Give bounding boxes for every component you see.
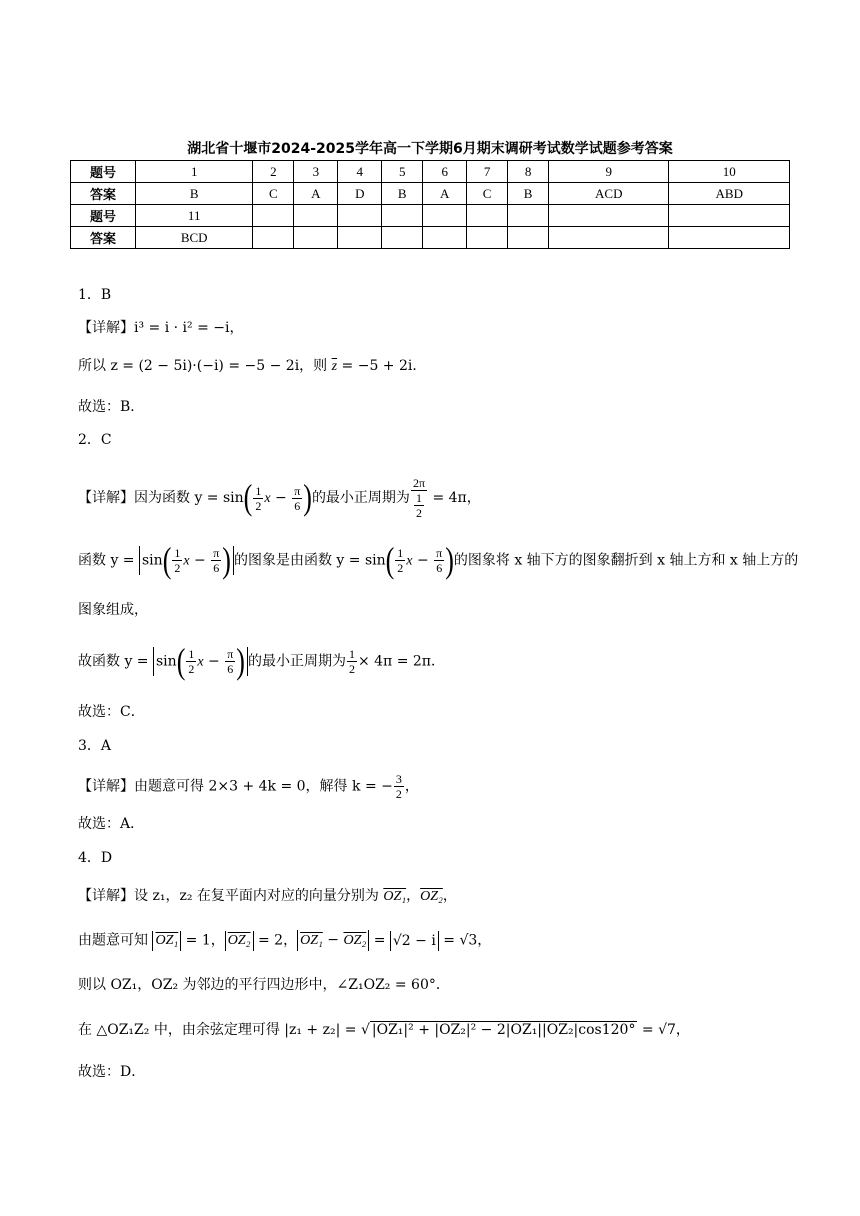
table-cell xyxy=(549,227,669,249)
q4-line2-b: = 1， xyxy=(181,932,225,949)
q2-line4-mid: 的最小正周期为 xyxy=(247,653,346,670)
q4-line4-end: = √7， xyxy=(637,1022,690,1038)
table-cell xyxy=(467,227,508,249)
frac-den: 2 xyxy=(395,787,402,801)
q3-choice: 故选：A． xyxy=(78,816,145,832)
table-cell: 1 xyxy=(136,161,253,183)
table-cell: B xyxy=(508,183,549,205)
q2-line4-end: × 4π = 2π． xyxy=(357,653,445,670)
table-cell xyxy=(294,227,338,249)
frac-num: 1 xyxy=(188,647,195,661)
q4-line1-text: 【详解】设 z₁，z₂ 在复平面内对应的向量分别为 xyxy=(78,888,384,904)
q2-period-value: = 4π， xyxy=(428,490,481,506)
table-cell xyxy=(508,205,549,227)
table-cell xyxy=(423,227,467,249)
q2-line4 xyxy=(78,640,445,682)
q4-line1: 【详解】设 z₁，z₂ 在复平面内对应的向量分别为 OZ₁，OZ₂， xyxy=(78,888,457,904)
table-header-cell: 答案 xyxy=(71,227,136,249)
abs-sin: sin( $\frac{1}{2}$ x − $\frac{\pi}{6}$ ) xyxy=(153,647,248,676)
q2-line4-text: 故函数 y = xyxy=(78,653,153,670)
q3-detail-text: 【详解】由题意可得 2×3 + 4k = 0，解得 k = − xyxy=(78,778,393,795)
frac-den-nested xyxy=(411,491,427,520)
table-header-cell: 题号 xyxy=(71,205,136,227)
q2-line2-text: 函数 y = xyxy=(78,552,139,569)
frac-num: π xyxy=(227,647,234,661)
fraction-pi-6 xyxy=(292,484,302,513)
frac-den: 2 xyxy=(348,662,355,676)
fraction-half xyxy=(253,484,263,513)
table-cell xyxy=(549,205,669,227)
vector-oz1: OZ₁ xyxy=(383,889,407,904)
paren-close: ) xyxy=(303,477,312,518)
vector-oz1: OZ₁ xyxy=(300,933,323,948)
q2-line2-end: 的图象将 x 轴下方的图象翻折到 x 轴上方和 x 轴上方的 xyxy=(453,552,799,569)
q2-detail-text: 【详解】因为函数 y = sin xyxy=(78,490,244,506)
table-row xyxy=(71,161,790,183)
table-cell xyxy=(253,227,294,249)
table-header-cell: 答案 xyxy=(71,183,136,205)
table-cell xyxy=(294,205,338,227)
abs-oz2: OZ₂ xyxy=(225,931,254,951)
q4-line2-text: 由题意可知 xyxy=(78,932,153,949)
frac-den: 2 xyxy=(174,561,181,575)
table-cell: C xyxy=(467,183,508,205)
vector-oz2: OZ₂ xyxy=(420,889,443,904)
q4-line4-text: 在 △OZ₁Z₂ 中，由余弦定理可得 |z₁ + z₂| = xyxy=(78,1022,361,1038)
table-cell: 4 xyxy=(338,161,382,183)
table-cell: 6 xyxy=(423,161,467,183)
paren-open: ( xyxy=(243,477,253,518)
q4-line4: 在 △OZ₁Z₂ 中，由余弦定理可得 |z₁ + z₂| = √ |OZ₁|² + |OZ₂|² − 2|OZ₁||OZ₂|cos120° = √7， xyxy=(78,1022,690,1038)
q4-choice: 故选：D． xyxy=(78,1064,146,1080)
conjugate-z: $\overline{z}$ xyxy=(331,359,338,374)
table-cell: ABD xyxy=(669,183,790,205)
q3-detail-end: ， xyxy=(404,778,419,795)
q2-line2: 函数 y = sin( $\frac{1}{2}$ x − $\frac{\pi}{6}$ ) 的图象是由函数 y = sin( $\frac{1}{2}$ x − $\frac{\pi}{6}$ )的图象将 x 轴下方的图象翻折到 x 轴上方和 x 轴上方的 xyxy=(78,539,799,581)
q4-line2 xyxy=(78,930,491,951)
frac-den: 2 xyxy=(255,498,262,513)
table-cell xyxy=(508,227,549,249)
q1-line2-end: = −5 + 2i． xyxy=(337,358,427,374)
table-cell xyxy=(669,205,790,227)
q1-line2 xyxy=(78,356,426,377)
q3-detail xyxy=(78,772,419,801)
table-cell: BCD xyxy=(136,227,253,249)
table-cell xyxy=(338,205,382,227)
q4-line2-c: = 2， xyxy=(253,932,298,949)
abs-diff: OZ₁ − OZ₂ xyxy=(297,930,369,951)
frac-den: 6 xyxy=(294,498,301,513)
frac-den: 2 xyxy=(397,561,404,575)
fraction-3-2 xyxy=(394,772,404,801)
table-cell xyxy=(669,227,790,249)
table-row xyxy=(71,205,790,227)
table-cell: ACD xyxy=(549,183,669,205)
q2-number: 2．C xyxy=(78,432,112,448)
table-cell xyxy=(382,227,423,249)
abs-oz1: OZ₁ xyxy=(152,931,181,951)
frac-num: 3 xyxy=(395,772,402,786)
table-cell: 9 xyxy=(549,161,669,183)
answer-table xyxy=(70,160,790,249)
table-cell xyxy=(338,227,382,249)
table-cell xyxy=(423,205,467,227)
q1-choice: 故选：B． xyxy=(78,399,145,415)
q1-detail: 【详解】i³ = i · i² = −i， xyxy=(78,320,244,336)
q4-line2-f: = √3， xyxy=(438,932,492,949)
q2-period-text: 的最小正周期为 xyxy=(311,490,410,506)
table-cell: C xyxy=(253,183,294,205)
table-row xyxy=(71,227,790,249)
vector-oz2: OZ₂ xyxy=(343,933,367,948)
abs-sin: sin( $\frac{1}{2}$ x − $\frac{\pi}{6}$ ) xyxy=(139,546,234,575)
table-cell: B xyxy=(136,183,253,205)
frac-den: 6 xyxy=(227,662,234,676)
table-row xyxy=(71,183,790,205)
frac-num: 1 xyxy=(397,546,404,560)
q4-number: 4．D xyxy=(78,850,113,866)
frac-den: 6 xyxy=(436,561,443,575)
table-cell: 2 xyxy=(253,161,294,183)
frac-num: 1 xyxy=(348,647,355,661)
table-cell xyxy=(253,205,294,227)
q4-line1-end: ， xyxy=(442,888,457,904)
q4-line3: 则以 OZ₁，OZ₂ 为邻边的平行四边形中，∠Z₁OZ₂ = 60°． xyxy=(78,977,450,993)
fraction-period xyxy=(411,476,427,520)
frac-num: 2π xyxy=(412,476,425,490)
frac-num: π xyxy=(213,546,220,560)
q1-line2-text: 所以 z = (2 − 5i)·(−i) = −5 − 2i，则 xyxy=(78,358,332,374)
table-cell: D xyxy=(338,183,382,205)
table-cell: 3 xyxy=(294,161,338,183)
table-cell xyxy=(467,205,508,227)
frac-num: 1 xyxy=(415,491,422,505)
frac-den: 2 xyxy=(188,662,195,676)
fraction-half-nested xyxy=(414,491,424,520)
frac-num: π xyxy=(294,483,301,498)
q2-line2-mid: 的图象是由函数 y = sin xyxy=(233,552,386,569)
table-cell: 5 xyxy=(382,161,423,183)
table-cell: 10 xyxy=(669,161,790,183)
frac-num: 1 xyxy=(255,483,262,498)
table-cell xyxy=(382,205,423,227)
table-header-cell: 题号 xyxy=(71,161,136,183)
q4-line2-d: = xyxy=(369,932,390,949)
table-cell: A xyxy=(423,183,467,205)
q2-choice: 故选：C． xyxy=(78,704,145,720)
frac-den: 2 xyxy=(415,506,422,520)
table-cell: 7 xyxy=(467,161,508,183)
frac-num: 1 xyxy=(174,546,181,560)
sqrt-expression: |OZ₁|² + |OZ₂|² − 2|OZ₁||OZ₂|cos120° xyxy=(371,1022,636,1038)
q2-detail: 【详解】因为函数 y = sin( $\frac{1}{2}$ x − $\frac{\pi}{6}$ )的最小正周期为 $\frac{2\pi}{\frac{1}{2}}$ = 4π， xyxy=(78,476,481,520)
table-cell: B xyxy=(382,183,423,205)
frac-num: π xyxy=(436,546,443,560)
q2-line3: 图象组成， xyxy=(78,602,148,618)
frac-den: 6 xyxy=(213,561,220,575)
q3-number: 3．A xyxy=(78,738,112,754)
q1-number: 1．B xyxy=(78,287,112,303)
page-title: 湖北省十堰市2024-2025学年高一下学期6月期末调研考试数学试题参考答案 xyxy=(187,141,673,157)
table-cell: 8 xyxy=(508,161,549,183)
table-cell: 11 xyxy=(136,205,253,227)
table-cell: A xyxy=(294,183,338,205)
abs-sqrt: √2 − i xyxy=(390,931,439,951)
